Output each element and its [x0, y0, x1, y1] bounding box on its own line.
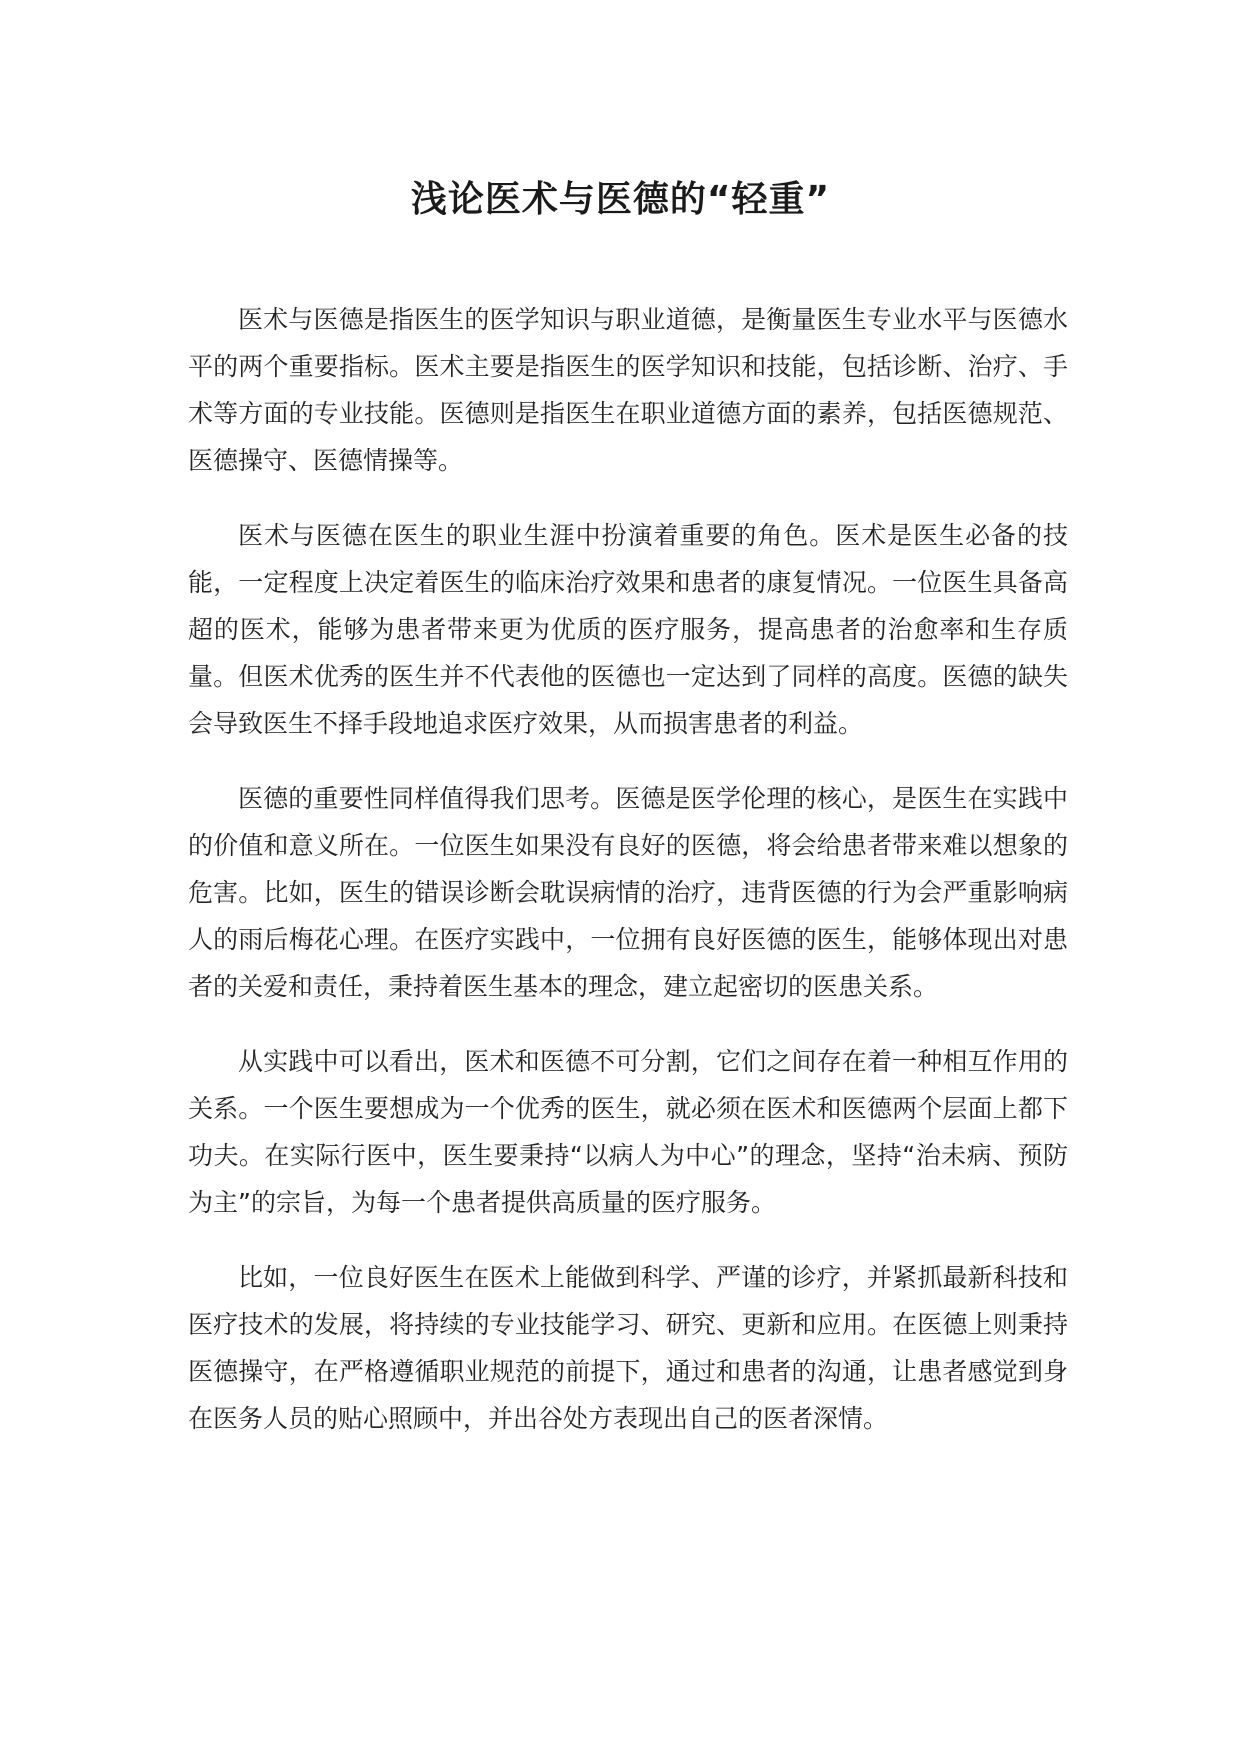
document-body — [188, 296, 1068, 1470]
paragraph-3: 医德的重要性同样值得我们思考。医德是医学伦理的核心，是医生在实践中的价值和意义所在。一位医生如果没有良好的医德，将会给患者带来难以想象的危害。比如，医生的错误诊断会耽误病情的治疗，违背医德的行为会严重影响病人的雨后梅花心理。在医疗实践中，一位拥有良好医德的医生，能够体现出对患者的关爱和责任，秉持着医生基本的理念，建立起密切的医患关系。 — [188, 784, 1068, 1001]
paragraph-5: 比如，一位良好医生在医术上能做到科学、严谨的诊疗，并紧抓最新科技和医疗技术的发展，将持续的专业技能学习、研究、更新和应用。在医德上则秉持医德操守，在严格遵循职业规范的前提下，通过和患者的沟通，让患者感觉到身在医务人员的贴心照顾中，并出谷处方表现出自己的医者深情。 — [188, 1263, 1068, 1433]
paragraph-1: 医术与医德是指医生的医学知识与职业道德，是衡量医生专业水平与医德水平的两个重要指标。医术主要是指医生的医学知识和技能，包括诊断、治疗、手术等方面的专业技能。医德则是指医生在职业道德方面的素养，包括医德规范、医德操守、医德情操等。 — [188, 305, 1068, 475]
paragraph-4: 从实践中可以看出，医术和医德不可分割，它们之间存在着一种相互作用的关系。一个医生要想成为一个优秀的医生，就必须在医术和医德两个层面上都下功夫。在实际行医中，医生要秉持“以病人为中心”的理念，坚持“治未病、预防为主”的宗旨，为每一个患者提供高质量的医疗服务。 — [188, 1047, 1068, 1217]
document-title: 浅论医术与医德的“轻重” — [410, 179, 831, 220]
paragraph-2: 医术与医德在医生的职业生涯中扮演着重要的角色。医术是医生必备的技能，一定程度上决定着医生的临床治疗效果和患者的康复情况。一位医生具备高超的医术，能够为患者带来更为优质的医疗服务，提高患者的治愈率和生存质量。但医术优秀的医生并不代表他的医德也一定达到了同样的高度。医德的缺失会导致医生不择手段地追求医疗效果，从而损害患者的利益。 — [188, 521, 1068, 738]
